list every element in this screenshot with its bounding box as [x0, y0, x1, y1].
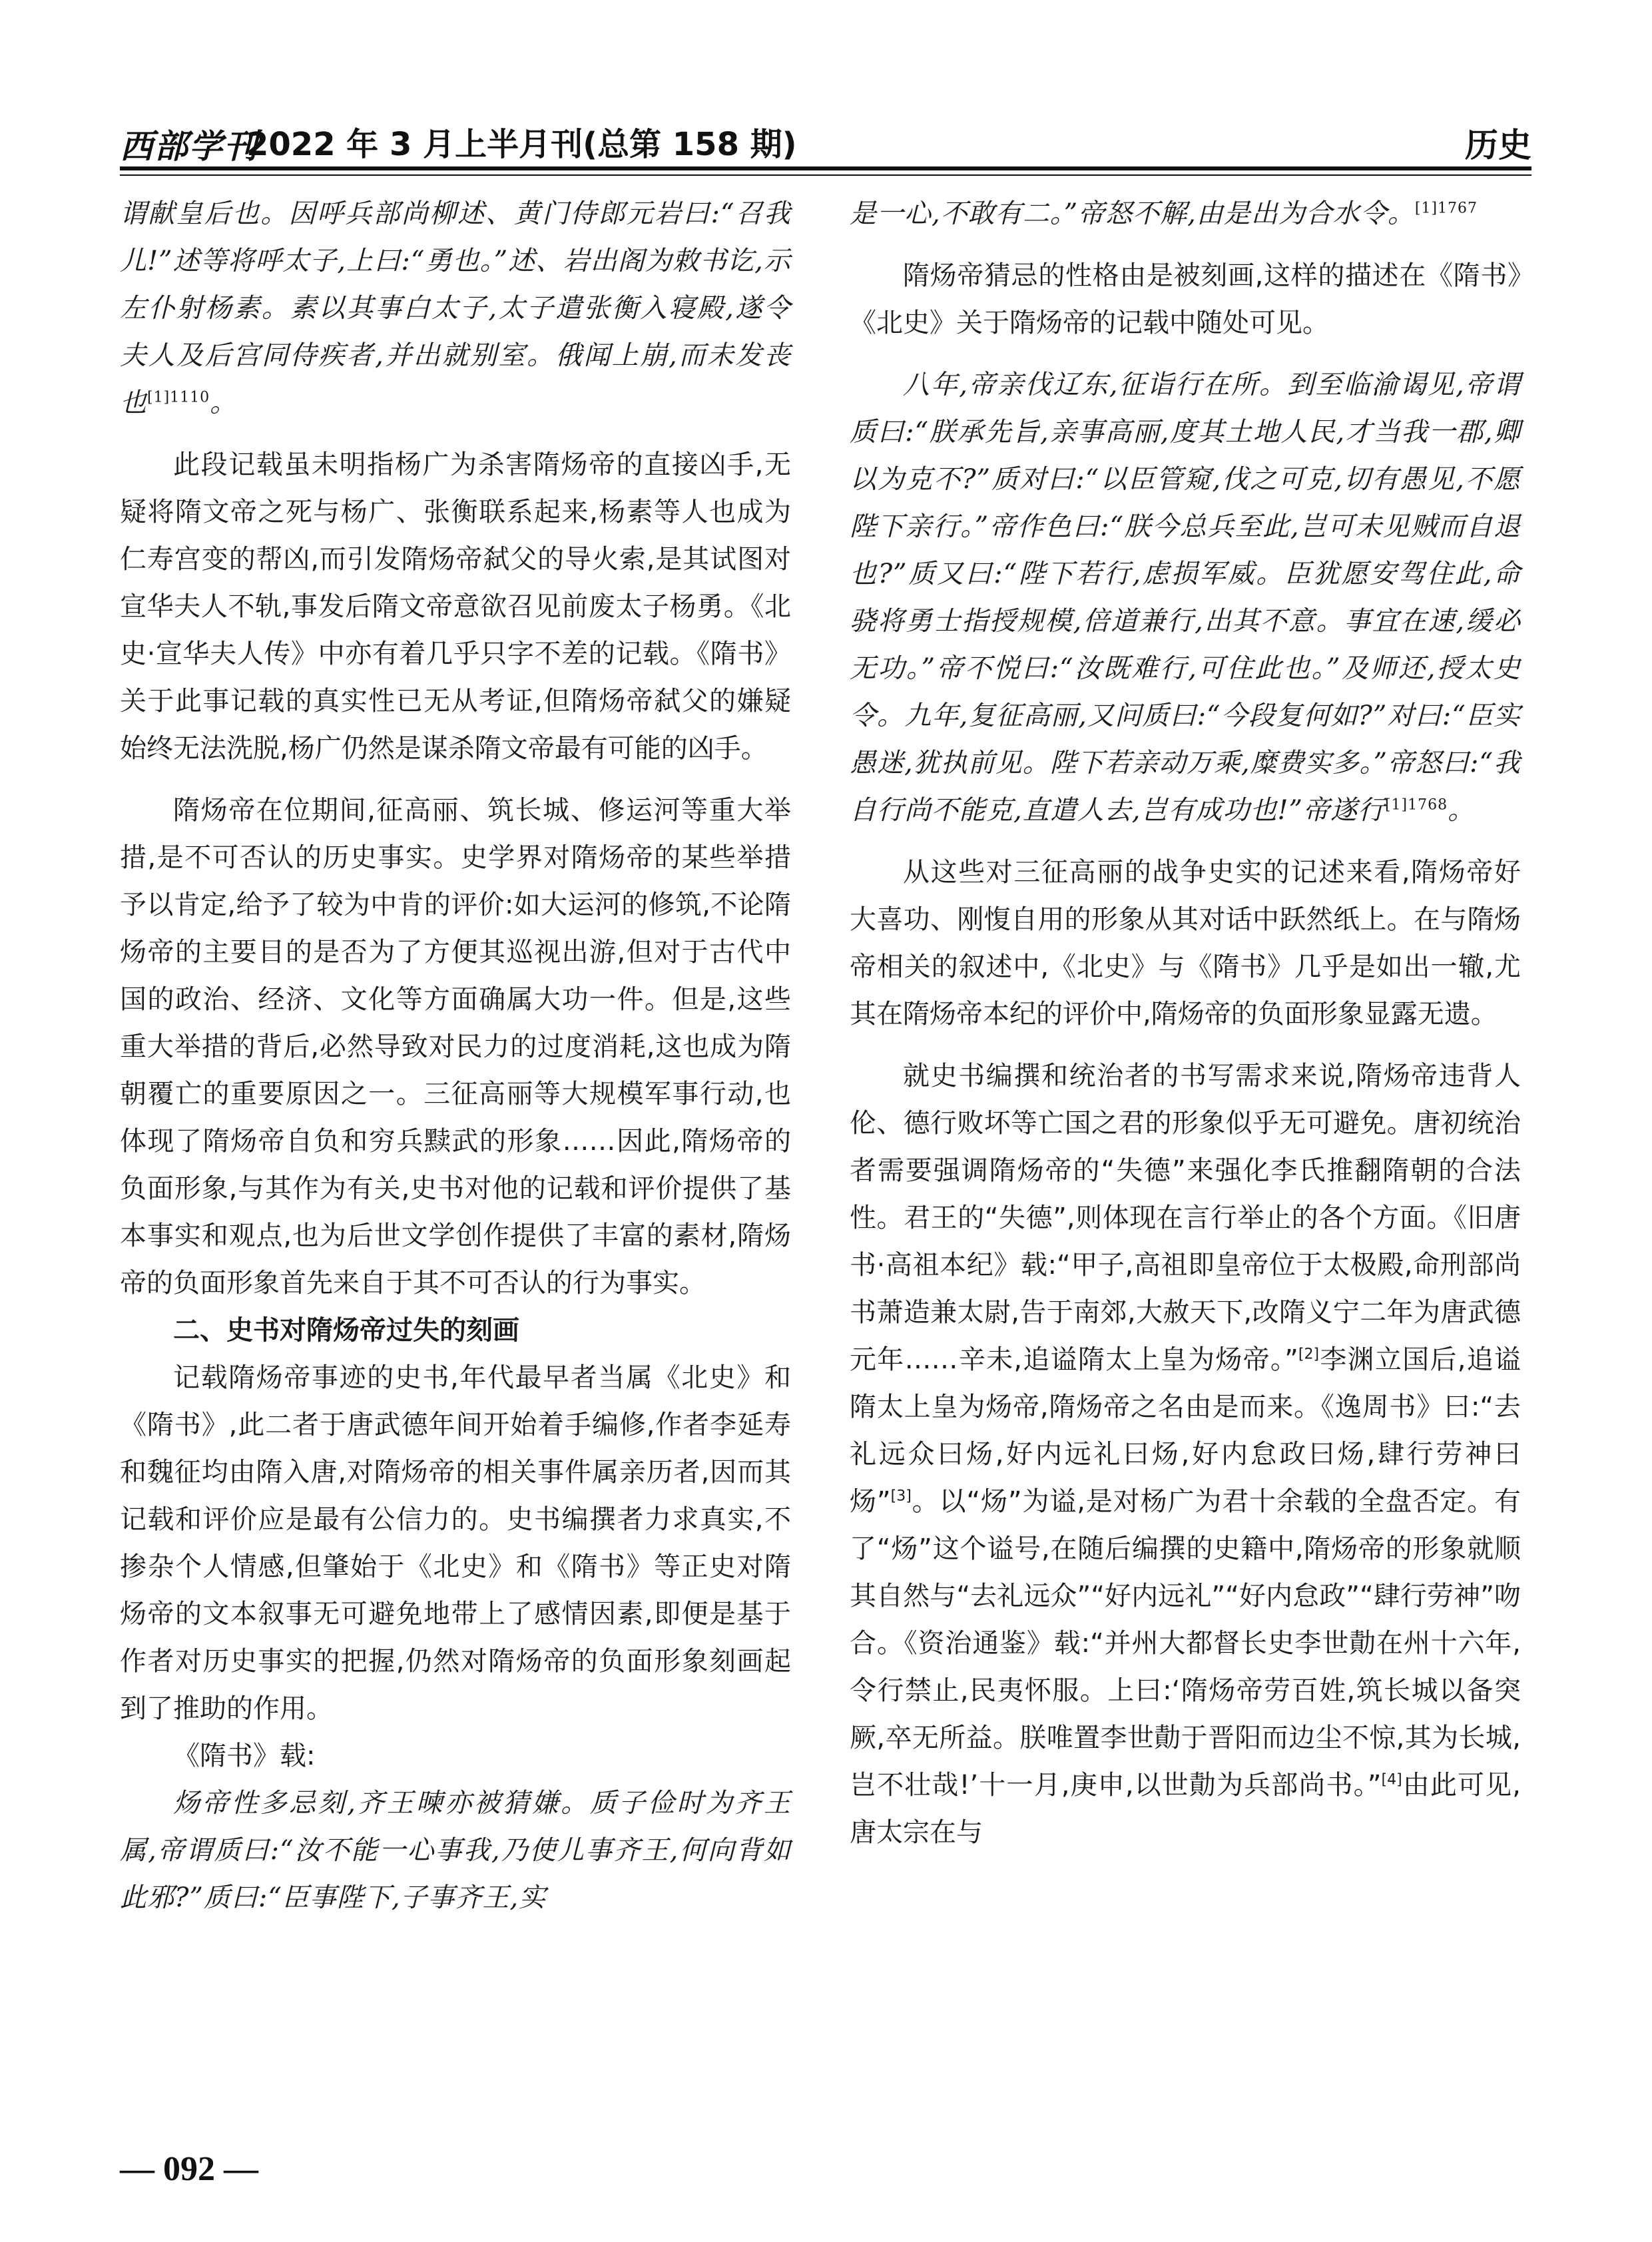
quotation-continued: 是一心,不敢有二。”帝怒不解,由是出为合水令。$^{[1]1767}$ — [850, 198, 1478, 229]
block-quotation: 八年,帝亲伐辽东,征诣行在所。到至临渝谒见,帝谓质曰:“朕承先旨,亲事高丽,度其土地人民,才当我一郡,卿以为克不?”质对曰:“以臣管窥,伐之可克,切有愚见,不愿陛下亲行。”帝作色曰:“朕今总兵至此,岂可未见贼而自退也?”质又曰:“陛下若行,虑损军威。臣犹愿安驾住此,命骁将勇士指授规模,倍道兼行,出其不意。事宜在速,缓必无功。”帝不悦曰:“汝既难行,可住此也。”及师还,授太史令。九年,复征高丽,又问质曰:“今段复何如?”对曰:“臣实愚迷,犹执前见。陛下若亲动万乘,糜费实多。”帝怒曰:“我自行尚不能克,直遣人去,岂有成功也!”帝遂行$^{[1]1768}$。 — [850, 370, 1521, 826]
header-rule-thick — [120, 166, 1531, 170]
citation-ref[interactable]: [1]1768 — [1384, 796, 1448, 814]
body-paragraph: 隋炀帝在位期间,征高丽、筑长城、修运河等重大举措,是不可否认的历史事实。史学界对隋炀帝的某些举措予以肯定,给予了较为中肯的评价:如大运河的修筑,不论隋炀帝的主要目的是否为了方便其巡视出游,但对于古代中国的政治、经济、文化等方面确属大功一件。但是,这些重大举措的背后,必然导致对民力的过度消耗,这也成为隋朝覆亡的重要原因之一。三征高丽等大规模军事行动,也体现了隋炀帝自负和穷兵黩武的形象……因此,隋炀帝的负面形象,与其作为有关,史书对他的记载和评价提供了基本事实和观点,也为后世文学创作提供了丰富的素材,隋炀帝的负面形象首先来自于其不可否认的行为事实。 — [120, 795, 791, 1298]
body-paragraph: 从这些对三征高丽的战争史实的记述来看,隋炀帝好大喜功、刚愎自用的形象从其对话中跃然纸上。在与隋炀帝相关的叙述中,《北史》与《隋书》几乎是如出一辙,尤其在隋炀帝本纪的评价中,隋炀帝的负面形象显露无遗。 — [850, 857, 1521, 1029]
block-quotation: 炀帝性多忌刻,齐王暕亦被猜嫌。质子俭时为齐王属,帝谓质曰:“汝不能一心事我,乃使儿事齐王,何向背如此邪?”质曰:“臣事陛下,子事齐王,实 — [120, 1788, 791, 1913]
body-paragraph: 就史书编撰和统治者的书写需求来说,隋炀帝违背人伦、德行败坏等亡国之君的形象似乎无可避免。唐初统治者需要强调隋炀帝的“失德”来强化李氏推翻隋朝的合法性。君王的“失德”,则体现在言行举止的各个方面。《旧唐书·高祖本纪》载:“甲子,高祖即皇帝位于太极殿,命刑部尚书萧造兼太尉,告于南郊,大赦天下,改隋义宁二年为唐武德元年……辛未,追谥隋太上皇为炀帝。”[2]李渊立国后,追谥隋太上皇为炀帝,隋炀帝之名由是而来。《逸周书》曰:“去礼远众曰炀,好内远礼曰炀,好内怠政曰炀,肆行劳神曰炀”[3]。以“炀”为谥,是对杨广为君十余载的全盘否定。有了“炀”这个谥号,在随后编撰的史籍中,隋炀帝的形象就顺其自然与“去礼远众”“好内远礼”“好内怠政”“肆行劳神”吻合。《资治通鉴》载:“并州大都督长史李世勣在州十六年,令行禁止,民夷怀服。上曰:‘隋炀帝劳百姓,筑长城以备突厥,卒无所益。朕唯置李世勣于晋阳而边尘不惊,其为长城,岂不壮哉!’十一月,庚申,以世勣为兵部尚书。”[4]由此可见,唐太宗在与 — [850, 1061, 1521, 1848]
body-paragraph: 隋炀帝猜忌的性格由是被刻画,这样的描述在《隋书》《北史》关于隋炀帝的记载中随处可见。 — [850, 260, 1521, 338]
section-heading: 二、史书对隋炀帝过失的刻画 — [173, 1315, 519, 1346]
citation-ref[interactable]: [3] — [890, 1488, 912, 1505]
citation-ref[interactable]: [1]1767 — [1414, 200, 1478, 217]
source-intro: 《隋书》载: — [173, 1741, 316, 1771]
citation-ref[interactable]: [2] — [1298, 1346, 1320, 1363]
header-rule-thin — [120, 174, 1531, 176]
citation-ref[interactable]: [1]1110 — [147, 389, 210, 406]
body-paragraph: 此段记载虽未明指杨广为杀害隋炀帝的直接凶手,无疑将隋文帝之死与杨广、张衡联系起来,杨素等人也成为仁寿宫变的帮凶,而引发隋炀帝弑父的导火索,是其试图对宣华夫人不轨,事发后隋文帝意欲召见前废太子杨勇。《北史·宣华夫人传》中亦有着几乎只字不差的记载。《隋书》关于此事记载的真实性已无从考证,但隋炀帝弑父的嫌疑始终无法洗脱,杨广仍然是谋杀隋文帝最有可能的凶手。 — [120, 449, 791, 764]
quotation-continued: 谓献皇后也。因呼兵部尚柳述、黄门侍郎元岩曰:“召我儿!”述等将呼太子,上曰:“勇也。”述、岩出阁为敕书讫,示左仆射杨素。素以其事白太子,太子遣张衡入寝殿,遂令夫人及后宫同侍疾者,并出就别室。俄闻上崩,而未发丧也$^{[1]1110}$。 — [120, 198, 791, 418]
page-number: — 092 — — [120, 2150, 258, 2188]
body-paragraph: 记载隋炀帝事迹的史书,年代最早者当属《北史》和《隋书》,此二者于唐武德年间开始着手编修,作者李延寿和魏征均由隋入唐,对隋炀帝的相关事件属亲历者,因而其记载和评价应是最有公信力的。史书编撰者力求真实,不掺杂个人情感,但肇始于《北史》和《隋书》等正史对隋炀帝的文本叙事无可避免地带上了感情因素,即便是基于作者对历史事实的把握,仍然对隋炀帝的负面形象刻画起到了推助的作用。 — [120, 1362, 791, 1724]
issue-info: 2022 年 3 月上半月刊(总第 158 期) — [246, 126, 797, 163]
left-column — [120, 190, 791, 1922]
citation-ref[interactable]: [4] — [1381, 1771, 1402, 1789]
running-header — [120, 119, 1531, 166]
journal-logo: 西部学刊 — [120, 127, 258, 166]
section-name: 历史 — [1465, 126, 1531, 164]
right-column — [850, 190, 1521, 1856]
